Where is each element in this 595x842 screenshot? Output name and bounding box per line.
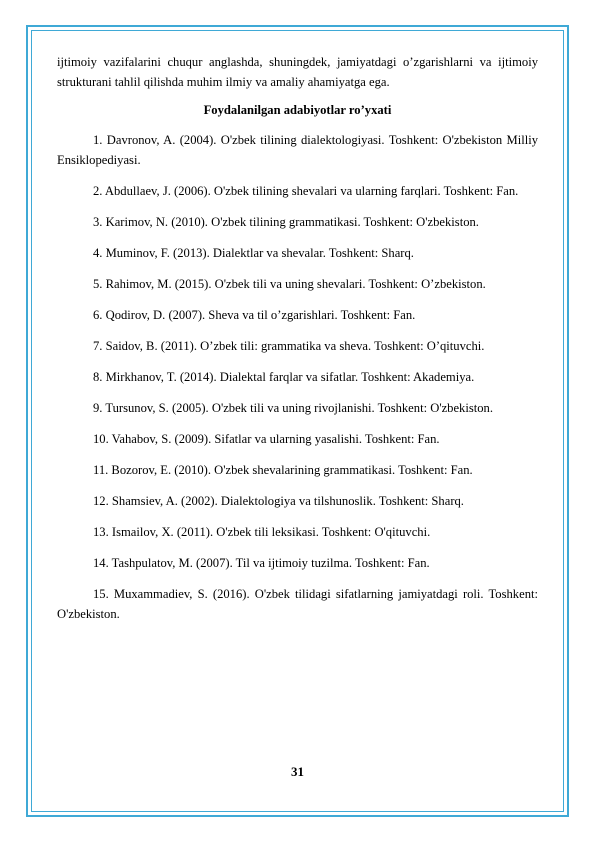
reference-item: 8. Mirkhanov, T. (2014). Dialektal farqlar va sifatlar. Toshkent: Akademiya. <box>93 370 475 384</box>
page-number: 31 <box>291 764 304 779</box>
reference-item: 11. Bozorov, E. (2010). O'zbek shevalarining grammatikasi. Toshkent: Fan. <box>93 463 473 477</box>
intro-paragraph: ijtimoiy vazifalarini chuqur anglashda, shuningdek, jamiyatdagi o’zgarishlarni va ijtimoiy strukturani tahlil qilishda muhim ilmiy va amaliy ahamiyatga ega. <box>57 55 538 89</box>
reference-item: 9. Tursunov, S. (2005). O'zbek tili va uning rivojlanishi. Toshkent: O'zbekiston. <box>93 401 493 415</box>
reference-item: 14. Tashpulatov, M. (2007). Til va ijtimoiy tuzilma. Toshkent: Fan. <box>93 556 430 570</box>
reference-item: 6. Qodirov, D. (2007). Sheva va til o’zgarishlari. Toshkent: Fan. <box>93 308 416 322</box>
reference-item: 2. Abdullaev, J. (2006). O'zbek tilining shevalari va ularning farqlari. Toshkent: Fan. <box>93 184 519 198</box>
reference-item: 7. Saidov, B. (2011). O’zbek tili: grammatika va sheva. Toshkent: O’qituvchi. <box>93 339 485 353</box>
reference-item: 3. Karimov, N. (2010). O'zbek tilining grammatikasi. Toshkent: O'zbekiston. <box>93 215 479 229</box>
reference-item: 12. Shamsiev, A. (2002). Dialektologiya va tilshunoslik. Toshkent: Sharq. <box>93 494 464 508</box>
reference-item: 10. Vahabov, S. (2009). Sifatlar va ularning yasalishi. Toshkent: Fan. <box>93 432 440 446</box>
reference-item: 15. Muxammadiev, S. (2016). O'zbek tilidagi sifatlarning jamiyatdagi roli. Toshkent: O'zbekiston. <box>57 587 538 621</box>
reference-item: 1. Davronov, A. (2004). O'zbek tilining dialektologiyasi. Toshkent: O'zbekiston Milliy Ensiklopediyasi. <box>57 133 538 167</box>
reference-item: 5. Rahimov, M. (2015). O'zbek tili va uning shevalari. Toshkent: O’zbekiston. <box>93 277 486 291</box>
references-list <box>57 130 538 624</box>
page-content <box>57 52 538 635</box>
reference-item: 13. Ismailov, X. (2011). O'zbek tili leksikasi. Toshkent: O'qituvchi. <box>93 525 431 539</box>
references-heading: Foydalanilgan adabiyotlar ro’yxati <box>203 103 392 117</box>
reference-item: 4. Muminov, F. (2013). Dialektlar va shevalar. Toshkent: Sharq. <box>93 246 414 260</box>
